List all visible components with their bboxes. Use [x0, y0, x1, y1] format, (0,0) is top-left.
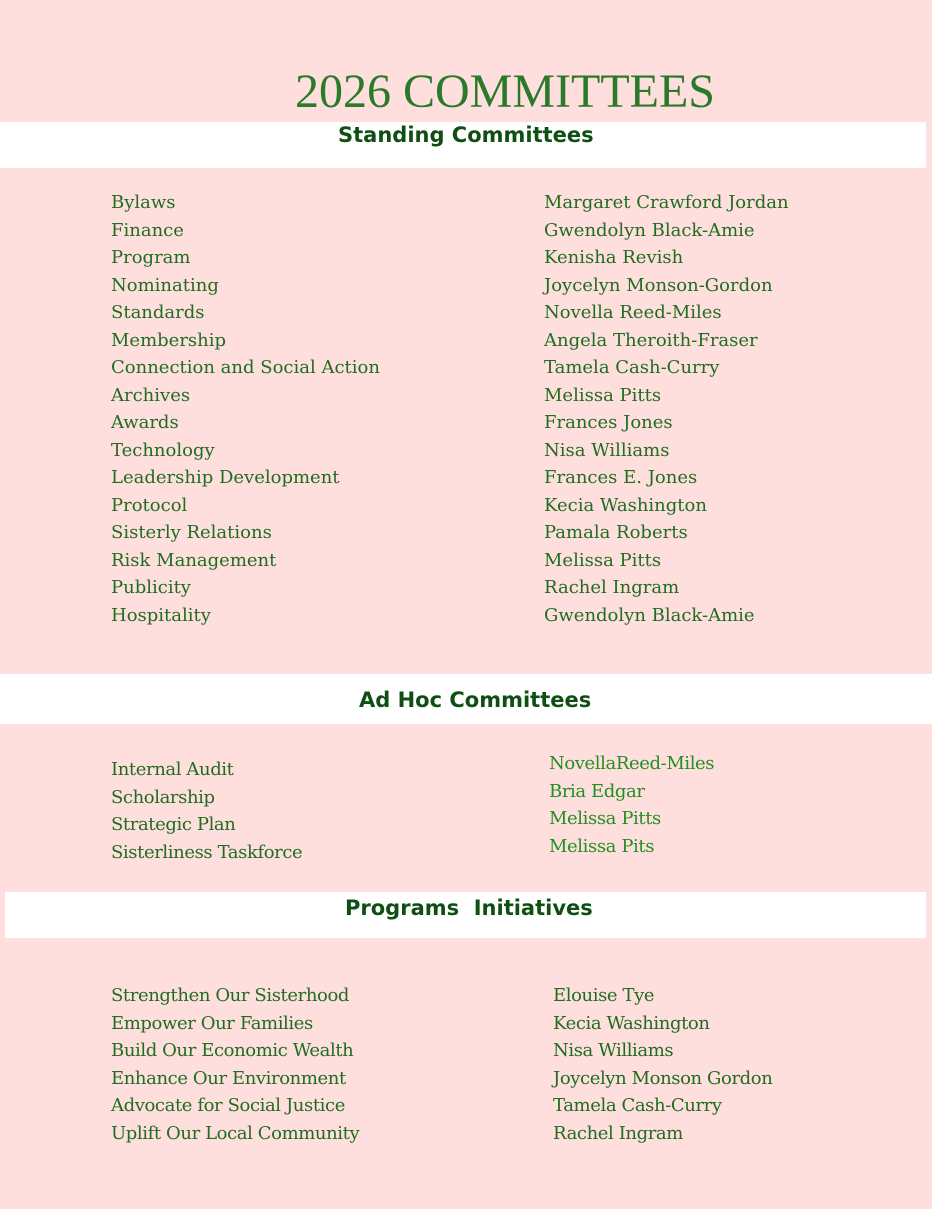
committee-name: Protocol	[111, 494, 188, 516]
chair-name: Gwendolyn Black-Amie	[544, 604, 755, 626]
committee-name: Program	[111, 247, 191, 268]
chair-name: Joycelyn Monson-Gordon	[544, 274, 773, 296]
chair-name: Novella Reed-Miles	[544, 302, 722, 323]
committee-name: Strategic Plan	[111, 814, 236, 835]
committee-name: Hospitality	[111, 604, 211, 626]
chair-name: Kenisha Revish	[544, 247, 684, 268]
committee-name: Risk Management	[111, 549, 277, 571]
programs-initiatives-heading: Programs Initiatives	[345, 896, 593, 920]
committee-name: Archives	[111, 384, 191, 406]
committee-name: Connection and Social Action	[111, 357, 380, 378]
chair-name: Margaret Crawford Jordan	[544, 192, 789, 213]
chair-name: Kecia Washington	[553, 1012, 710, 1034]
initiative-name: Enhance Our Environment	[111, 1067, 346, 1089]
committee-name: Standards	[111, 302, 205, 323]
committee-name: Leadership Development	[111, 467, 340, 488]
committee-name: Finance	[111, 219, 184, 241]
chair-name: Bria Edgar	[549, 780, 645, 802]
chair-name: Frances E. Jones	[544, 467, 698, 488]
adhoc-committees-heading: Ad Hoc Committees	[359, 688, 592, 712]
chair-name: Tamela Cash-Curry	[553, 1095, 722, 1116]
committee-name: Internal Audit	[111, 759, 234, 780]
adhoc-committees-list	[111, 756, 302, 866]
chair-name: Melissa Pitts	[549, 808, 661, 829]
chair-name: Tamela Cash-Curry	[544, 357, 720, 378]
committee-name: Awards	[111, 412, 179, 433]
chair-name: Nisa Williams	[544, 439, 670, 461]
chair-name: Frances Jones	[544, 412, 673, 433]
initiative-name: Strengthen Our Sisterhood	[111, 985, 350, 1006]
chair-name: Nisa Williams	[553, 1040, 674, 1061]
committee-name: Bylaws	[111, 192, 176, 213]
committee-name: Technology	[111, 439, 215, 461]
chair-name: Melissa Pitts	[544, 384, 662, 406]
committee-name: Sisterly Relations	[111, 522, 272, 543]
chair-name: Rachel Ingram	[544, 577, 680, 598]
chair-name: Elouise Tye	[553, 985, 655, 1006]
initiative-name: Build Our Economic Wealth	[111, 1040, 354, 1061]
initiative-name: Uplift Our Local Community	[111, 1122, 360, 1144]
programs-chairs-list	[553, 982, 772, 1147]
committee-name: Nominating	[111, 274, 219, 296]
chair-name: Kecia Washington	[544, 494, 707, 516]
programs-initiatives-list	[111, 982, 359, 1147]
chair-name: Rachel Ingram	[553, 1122, 683, 1144]
committee-name: Publicity	[111, 577, 191, 598]
committee-name: Membership	[111, 329, 227, 351]
initiative-name: Empower Our Families	[111, 1012, 313, 1034]
standing-committees-list	[111, 189, 380, 629]
page-title: 2026 COMMITTEES	[295, 65, 715, 118]
initiative-name: Advocate for Social Justice	[111, 1095, 345, 1116]
chair-name: Joycelyn Monson Gordon	[553, 1067, 773, 1089]
committee-name: Sisterliness Taskforce	[111, 841, 303, 863]
chair-name: Pamala Roberts	[544, 522, 688, 543]
chair-name: Melissa Pits	[549, 835, 655, 857]
adhoc-chairs-list	[549, 750, 714, 860]
standing-committees-heading: Standing Committees	[338, 123, 594, 147]
chair-name: Gwendolyn Black-Amie	[544, 219, 755, 241]
standing-chairs-list	[544, 189, 789, 629]
chair-name: Melissa Pitts	[544, 549, 662, 571]
committee-name: Scholarship	[111, 786, 215, 808]
chair-name: NovellaReed-Miles	[549, 753, 715, 774]
chair-name: Angela Theroith-Fraser	[544, 329, 758, 351]
